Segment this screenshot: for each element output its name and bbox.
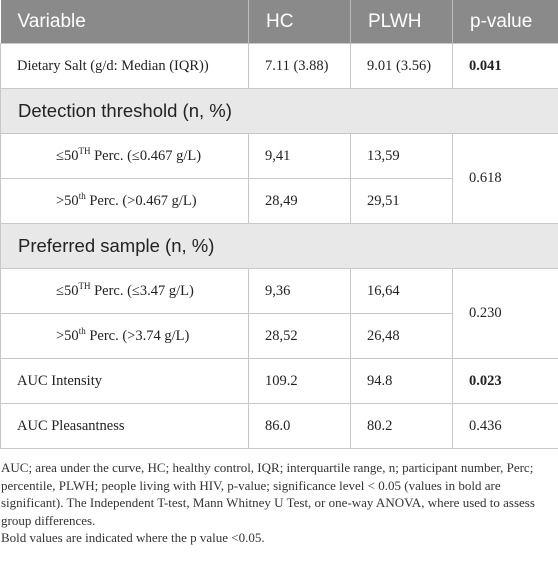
row-label: AUC Intensity xyxy=(1,359,249,404)
p-value: 0.023 xyxy=(453,359,558,404)
plwh-value: 29,51 xyxy=(351,179,453,224)
p-value: 0.618 xyxy=(453,134,558,224)
header-hc: HC xyxy=(249,0,351,44)
hc-value: 109.2 xyxy=(249,359,351,404)
header-p-value: p-value xyxy=(453,0,558,44)
p-value: 0.041 xyxy=(453,44,558,89)
section-row xyxy=(1,224,558,269)
row-label: Dietary Salt (g/d: Median (IQR)) xyxy=(1,44,249,89)
plwh-value: 9.01 (3.56) xyxy=(351,44,453,89)
header-plwh: PLWH xyxy=(351,0,453,44)
footnote-abbreviations: AUC; area under the curve, HC; healthy control, IQR; interquartile range, n; participant number, Perc; percentile, PLWH; people living with HIV, p-value; significance level < 0.05 (values in bold are significant). The Independent T-test, Mann Whitney U Test, or one-way ANOVA, where used to assess group differences. xyxy=(1,460,535,528)
p-value: 0.230 xyxy=(453,269,558,359)
hc-value: 7.11 (3.88) xyxy=(249,44,351,89)
row-label: ≤50TH Perc. (≤3.47 g/L) xyxy=(1,269,249,314)
plwh-value: 16,64 xyxy=(351,269,453,314)
table-row xyxy=(1,404,558,449)
table-row xyxy=(1,44,558,89)
plwh-value: 26,48 xyxy=(351,314,453,359)
footnote-bold-note: Bold values are indicated where the p value <0.05. xyxy=(1,530,265,546)
table-row xyxy=(1,359,558,404)
hc-value: 9,36 xyxy=(249,269,351,314)
header-row xyxy=(1,0,558,44)
table-row xyxy=(1,134,558,179)
hc-value: 28,49 xyxy=(249,179,351,224)
section-row xyxy=(1,89,558,134)
hc-value: 9,41 xyxy=(249,134,351,179)
section-title: Detection threshold (n, %) xyxy=(1,89,558,134)
plwh-value: 13,59 xyxy=(351,134,453,179)
hc-value: 86.0 xyxy=(249,404,351,449)
table-footnote xyxy=(0,449,558,547)
row-label: ≤50TH Perc. (≤0.467 g/L) xyxy=(1,134,249,179)
hc-value: 28,52 xyxy=(249,314,351,359)
plwh-value: 80.2 xyxy=(351,404,453,449)
row-label: AUC Pleasantness xyxy=(1,404,249,449)
header-variable: Variable xyxy=(1,0,249,44)
table-row xyxy=(1,269,558,314)
row-label: >50th Perc. (>0.467 g/L) xyxy=(1,179,249,224)
p-value: 0.436 xyxy=(453,404,558,449)
plwh-value: 94.8 xyxy=(351,359,453,404)
row-label: >50th Perc. (>3.74 g/L) xyxy=(1,314,249,359)
section-title: Preferred sample (n, %) xyxy=(1,224,558,269)
